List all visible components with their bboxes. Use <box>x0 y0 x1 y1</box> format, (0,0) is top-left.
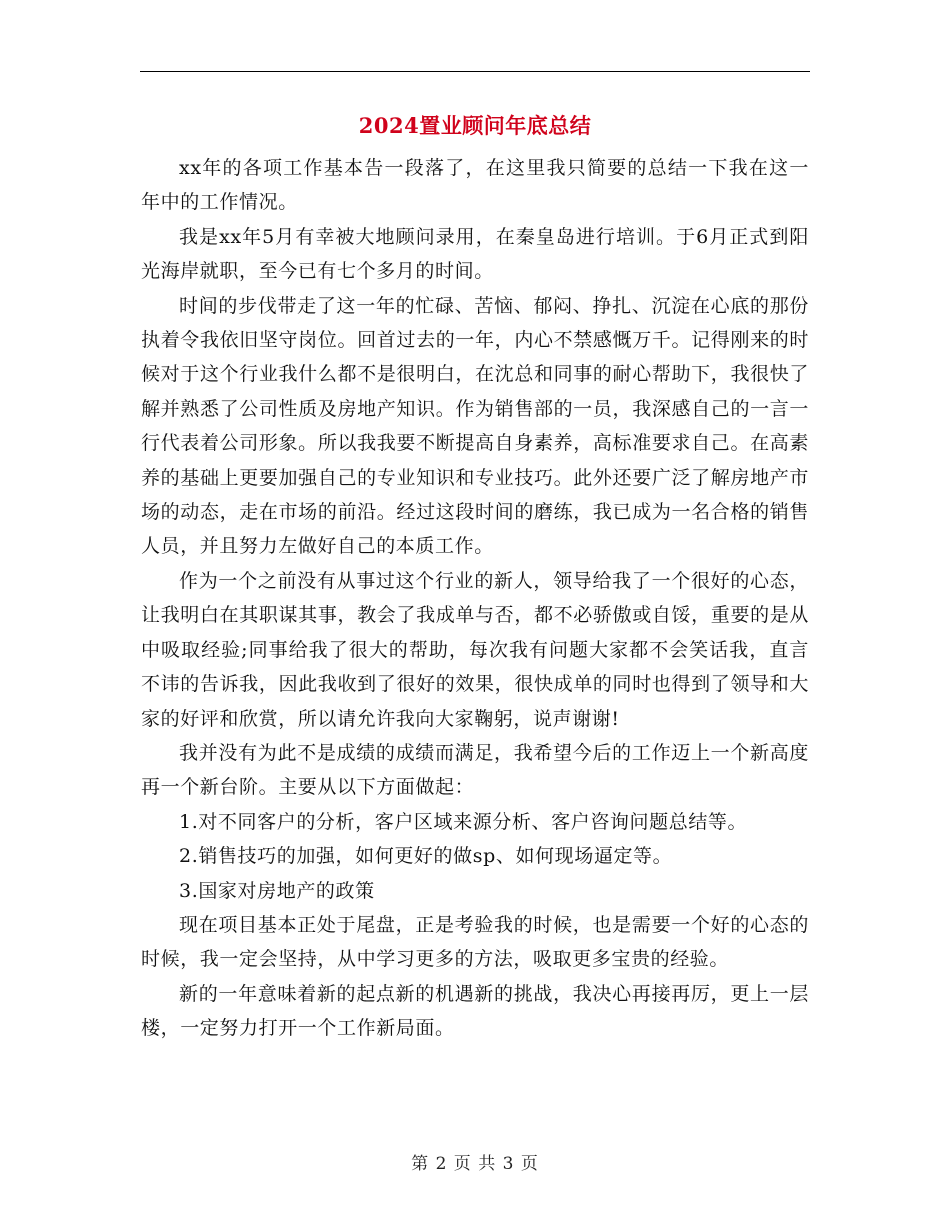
paragraph: 新的一年意味着新的起点新的机遇新的挑战，我决心再接再厉，更上一层楼，一定努力打开一个工作新局面。 <box>141 982 809 1040</box>
list-item: 2.销售技巧的加强，如何更好的做sp、如何现场逼定等。 <box>179 845 673 868</box>
header-rule <box>140 71 810 72</box>
paragraph: 现在项目基本正处于尾盘，正是考验我的时候，也是需要一个好的心态的时候，我一定会坚持，从中学习更多的方法，吸取更多宝贵的经验。 <box>141 913 809 971</box>
paragraph: 我并没有为此不是成绩的成绩而满足，我希望今后的工作迈上一个新高度再一个新台阶。主要从以下方面做起： <box>141 741 809 799</box>
paragraph: 作为一个之前没有从事过这个行业的新人，领导给我了一个很好的心态，让我明白在其职谋其事，教会了我成单与否，都不必骄傲或自馁，重要的是从中吸取经验;同事给我了很大的帮助，每次我有问题大家都不会笑话我，直言不讳的告诉我，因此我收到了很好的效果，很快成单的同时也得到了领导和大家的好评和欣赏，所以请允许我向大家鞠躬，说声谢谢! <box>141 569 809 730</box>
paragraph: xx年的各项工作基本告一段落了，在这里我只简要的总结一下我在这一年中的工作情况。 <box>141 157 809 214</box>
page-number-footer: 第 2 页 共 3 页 <box>411 1154 539 1174</box>
list-item: 3.国家对房地产的政策 <box>179 879 375 902</box>
paragraph: 时间的步伐带走了这一年的忙碌、苦恼、郁闷、挣扎、沉淀在心底的那份执着令我依旧坚守岗位。回首过去的一年，内心不禁感慨万千。记得刚来的时候对于这个行业我什么都不是很明白，在沈总和同事的耐心帮助下，我很快了解并熟悉了公司性质及房地产知识。作为销售部的一员，我深感自己的一言一行代表着公司形象。所以我我要不断提高自身素养，高标准要求自己。在高素养的基础上更要加强自己的专业知识和专业技巧。此外还要广泛了解房地产市场的动态，走在市场的前沿。经过这段时间的磨练，我已成为一名合格的销售人员，并且努力左做好自己的本质工作。 <box>141 294 809 558</box>
document-body <box>141 151 809 1046</box>
document-title: 2024置业顾问年底总结 <box>358 113 592 138</box>
paragraph: 我是xx年5月有幸被大地顾问录用，在秦皇岛进行培训。于6月正式到阳光海岸就职，至今已有七个多月的时间。 <box>141 225 809 283</box>
list-item: 1.对不同客户的分析，客户区域来源分析、客户咨询问题总结等。 <box>179 810 748 833</box>
